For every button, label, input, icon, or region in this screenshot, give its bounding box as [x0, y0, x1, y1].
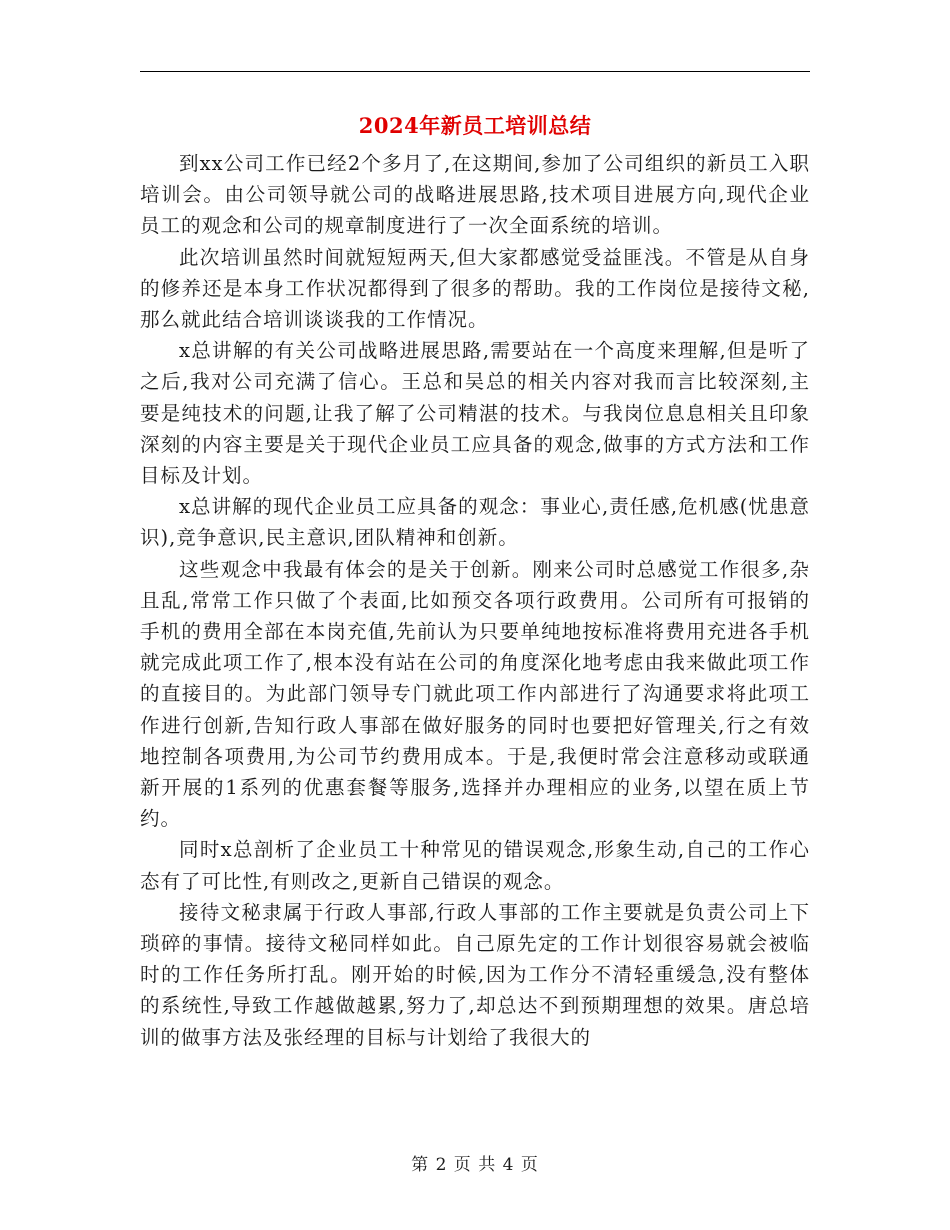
paragraph: 此次培训虽然时间就短短两天,但大家都感觉受益匪浅。不管是从自身的修养还是本身工作状况都得到了很多的帮助。我的工作岗位是接待文秘,那么就此结合培训谈谈我的工作情况。 — [140, 245, 810, 332]
paragraph: 同时x总剖析了企业员工十种常见的错误观念,形象生动,自己的工作心态有了可比性,有则改之,更新自己错误的观念。 — [140, 838, 810, 893]
paragraph: 这些观念中我最有体会的是关于创新。刚来公司时总感觉工作很多,杂且乱,常常工作只做了个表面,比如预交各项行政费用。公司所有可报销的手机的费用全部在本岗充值,先前认为只要单纯地按标准将费用充进各手机就完成此项工作了,根本没有站在公司的角度深化地考虑由我来做此项工作的直接目的。为此部门领导专门就此项工作内部进行了沟通要求将此项工作进行创新,告知行政人事部在做好服务的同时也要把好管理关,行之有效地控制各项费用,为公司节约费用成本。于是,我便时常会注意移动或联通新开展的1系列的优惠套餐等服务,选择并办理相应的业务,以望在质上节约。 — [140, 557, 810, 831]
paragraph: 到xx公司工作已经2个多月了,在这期间,参加了公司组织的新员工入职培训会。由公司领导就公司的战略进展思路,技术项目进展方向,现代企业员工的观念和公司的规章制度进行了一次全面系统的培训。 — [140, 152, 810, 238]
paragraph: x总讲解的有关公司战略进展思路,需要站在一个高度来理解,但是听了之后,我对公司充满了信心。王总和吴总的相关内容对我而言比较深刻,主要是纯技术的问题,让我了解了公司精湛的技术。与我岗位息息相关且印象深刻的内容主要是关于现代企业员工应具备的观念,做事的方式方法和工作目标及计划。 — [140, 339, 810, 488]
paragraph: x总讲解的现代企业员工应具备的观念：事业心,责任感,危机感(忧患意识),竞争意识,民主意识,团队精神和创新。 — [140, 495, 810, 550]
paragraph: 接待文秘隶属于行政人事部,行政人事部的工作主要就是负责公司上下琐碎的事情。接待文秘同样如此。自己原先定的工作计划很容易就会被临时的工作任务所打乱。刚开始的时候,因为工作分不清轻重缓急,没有整体的系统性,导致工作越做越累,努力了,却总达不到预期理想的效果。唐总培训的做事方法及张经理的目标与计划给了我很大的 — [140, 900, 810, 1049]
page-footer: 第 2 页 共 4 页 — [411, 1155, 539, 1175]
document-title: 2024年新员工培训总结 — [358, 113, 592, 138]
document-body — [140, 148, 810, 1053]
header-rule — [140, 71, 810, 72]
